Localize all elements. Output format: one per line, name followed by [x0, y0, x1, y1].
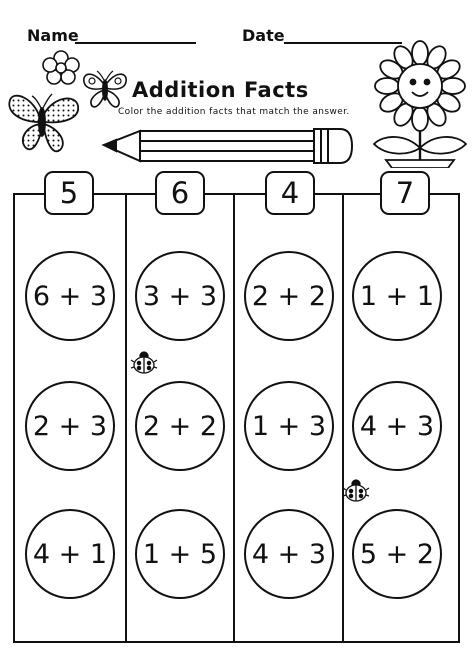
flower-icon [40, 50, 82, 86]
date-label: Date [242, 26, 285, 45]
answer-box-1: 5 [44, 171, 94, 215]
fact-circle[interactable]: 4 + 3 [352, 381, 442, 471]
fact-circle[interactable]: 6 + 3 [25, 251, 115, 341]
answer-box-2: 6 [155, 171, 205, 215]
butterfly-icon [6, 88, 82, 156]
fact-circle[interactable]: 2 + 3 [25, 381, 115, 471]
pencil-icon [100, 123, 356, 171]
ladybug-icon [130, 350, 158, 376]
name-line[interactable] [75, 42, 196, 44]
sunflower-icon [366, 40, 474, 168]
fact-circle[interactable]: 2 + 2 [244, 251, 334, 341]
fact-circle[interactable]: 4 + 1 [25, 509, 115, 599]
fact-circle[interactable]: 5 + 2 [352, 509, 442, 599]
column-divider [125, 195, 127, 641]
fact-circle[interactable]: 1 + 3 [244, 381, 334, 471]
column-divider [233, 195, 235, 641]
page-title: Addition Facts [132, 78, 309, 102]
butterfly-icon [80, 68, 130, 112]
fact-circle[interactable]: 3 + 3 [135, 251, 225, 341]
name-label: Name [27, 26, 79, 45]
answer-box-4: 7 [380, 171, 430, 215]
fact-circle[interactable]: 4 + 3 [244, 509, 334, 599]
answer-box-3: 4 [265, 171, 315, 215]
ladybug-icon [342, 478, 370, 504]
fact-circle[interactable]: 2 + 2 [135, 381, 225, 471]
instructions: Color the addition facts that match the answer. [118, 107, 350, 117]
column-divider [342, 195, 344, 641]
fact-circle[interactable]: 1 + 5 [135, 509, 225, 599]
fact-circle[interactable]: 1 + 1 [352, 251, 442, 341]
